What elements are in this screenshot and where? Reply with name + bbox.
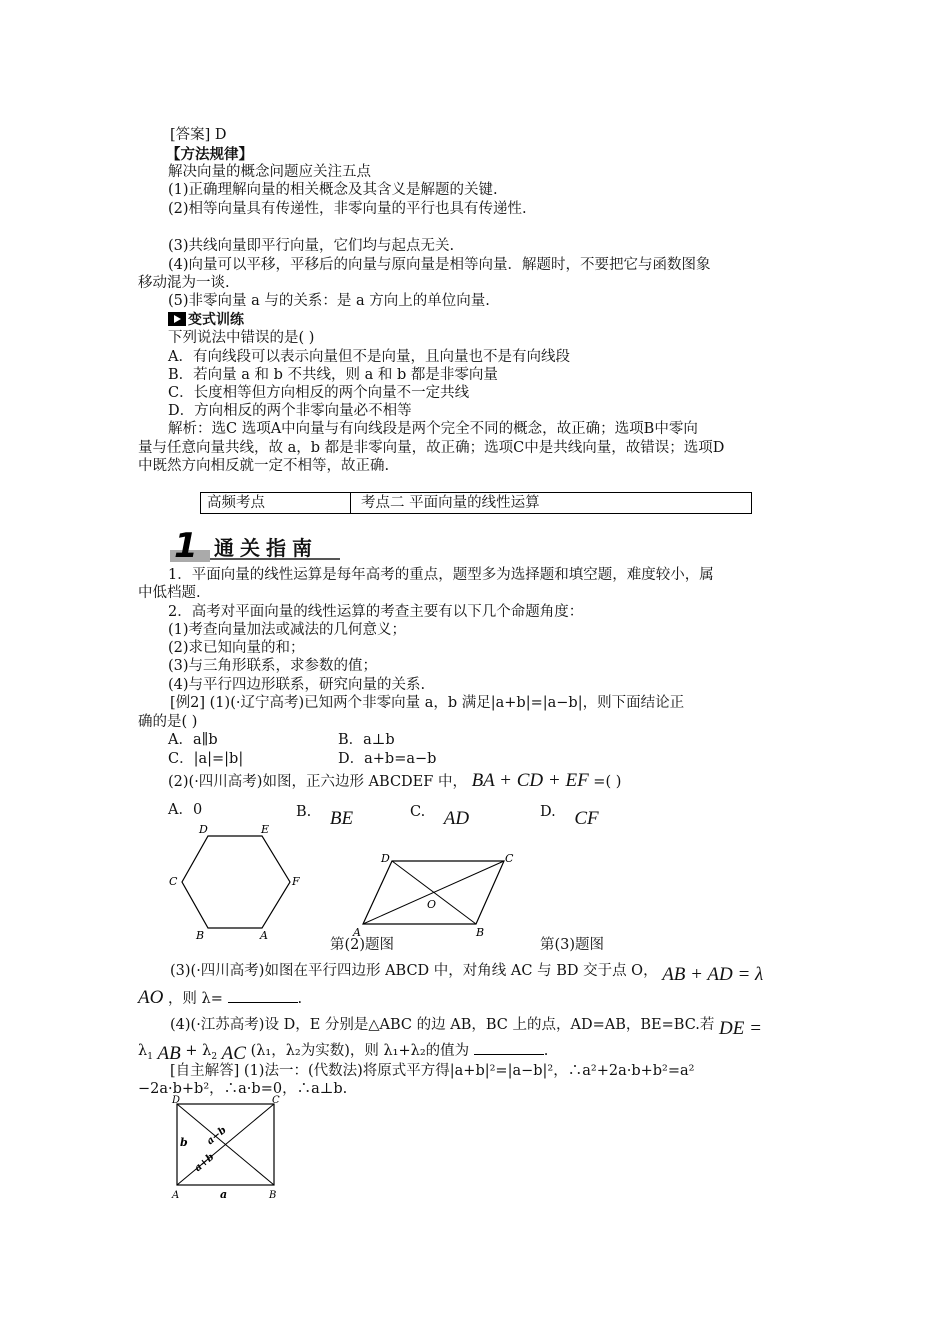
example-q4-blank	[474, 1040, 544, 1055]
example-q2-option-d	[540, 801, 599, 829]
method-point-1: (1)正确理解向量的相关概念及其含义是解题的关键.	[168, 182, 498, 198]
example-q2-option-d-label: D.	[540, 804, 556, 820]
exercise-option-c: C．长度相等但方向相反的两个向量不一定共线	[168, 385, 470, 401]
example-q2-option-d-vector: CF	[574, 808, 599, 829]
example-q4-vector-ac: AC	[221, 1043, 246, 1064]
exercise-solution-1: 解析：选C 选项A中向量与有向线段是两个完全不同的概念，故正确；选项B中零向	[168, 421, 698, 437]
method-point-5: (5)非零向量 a 与的关系：是 a 方向上的单位向量.	[168, 293, 490, 309]
example-q1-line-b: 确的是( )	[138, 714, 198, 730]
exercise-solution-3: 中既然方向相反就一定不相等，故正确.	[138, 458, 390, 474]
guide-line-2: 2．高考对平面向量的线性运算的考查主要有以下几个命题角度：	[168, 604, 584, 620]
example-q3-text: (3)(·四川高考)如图在平行四边形 ABCD 中，对角线 AC 与 BD 交于点 O，	[170, 963, 658, 979]
example-q2-option-c-label: C.	[410, 804, 426, 820]
rect-side-b: b	[180, 1136, 188, 1149]
guide-item-1: (1)考查向量加法或减法的几何意义；	[168, 622, 407, 638]
example-q4-lambda-1: λ	[138, 1043, 148, 1059]
solution-line-2: −2a·b+b²，∴a·b=0，∴a⊥b.	[138, 1081, 348, 1097]
example-q4-line-b: $\lambda_1$ AB + $\lambda_2$ AC (λ₁，λ₂为实数)，则 λ₁+λ₂的值为 .	[138, 1040, 548, 1067]
caption-figure-2: 第(2)题图	[330, 937, 395, 953]
hex-label-e: E	[261, 823, 270, 836]
example-q2-option-b-vector: BE	[329, 808, 354, 829]
para-label-o: O	[427, 898, 437, 911]
hex-label-b: B	[196, 929, 205, 942]
example-q3-line-b: AO ，则 λ= .	[138, 987, 303, 1008]
example-q2-end: =( )	[593, 774, 622, 790]
example-q4-lambda-2: + λ	[185, 1043, 212, 1059]
example-q2-option-c-vector: AD	[443, 808, 470, 829]
guide-item-3: (3)与三角形联系，求参数的值；	[168, 658, 378, 674]
rect-side-a: a	[220, 1188, 228, 1201]
hex-label-a: A	[260, 929, 268, 942]
example-q4-line-a	[170, 1014, 762, 1039]
rect-label-d: D	[172, 1095, 181, 1106]
example-q2-option-b-label: B.	[296, 804, 312, 820]
example-q2-option-c	[410, 801, 470, 829]
example-q1-option-d: D．a+b=a−b	[338, 751, 437, 767]
example-q4-text: (4)(·江苏高考)设 D，E 分别是△ABC 的边 AB，BC 上的点，AD=AB，BE=BC.若	[170, 1017, 715, 1033]
hex-label-d: D	[199, 823, 208, 836]
example-q3-line-a	[170, 960, 764, 985]
topic-right: 考点二 平面向量的线性运算	[361, 495, 540, 511]
method-title: 【方法规律】	[166, 146, 253, 163]
guide-line-1b: 中低档题.	[138, 585, 201, 601]
example-q1-option-c: C．|a|=|b|	[168, 751, 244, 767]
example-q1-line-a: [例2] (1)(·辽宁高考)已知两个非零向量 a，b 满足|a+b|=|a−b|，则下面结论正	[170, 695, 685, 711]
exercise-question: 下列说法中错误的是( )	[168, 330, 315, 346]
hex-label-f: F	[292, 875, 300, 888]
example-q2-text: (2)(·四川高考)如图，正六边形 ABCDEF 中，	[168, 774, 467, 790]
rect-label-c: C	[272, 1095, 280, 1106]
para-label-a: A	[353, 926, 361, 938]
guide-line-1a: 1．平面向量的线性运算是每年高考的重点，题型多为选择题和填空题，难度较小，属	[168, 567, 714, 583]
method-point-2: (2)相等向量具有传递性，非零向量的平行也具有传递性.	[168, 201, 527, 217]
rect-label-b: B	[269, 1190, 277, 1201]
guide-item-4: (4)与平行四边形联系，研究向量的关系.	[168, 677, 426, 693]
caption-figure-3: 第(3)题图	[540, 937, 605, 953]
rect-label-a: A	[172, 1190, 180, 1201]
example-q3-expression: AB + AD = λ	[662, 964, 764, 985]
example-q4-text-b: (λ₁，λ₂为实数)，则 λ₁+λ₂的值为	[250, 1043, 470, 1059]
hex-label-c: C	[169, 875, 178, 888]
example-q3-text-b: ，则 λ=	[167, 991, 223, 1007]
solution-line-1: [自主解答] (1)法一：(代数法)将原式平方得|a+b|²=|a−b|²，∴a²+2a·b+b²=a²	[170, 1063, 695, 1079]
example-q3-blank	[228, 988, 298, 1003]
method-intro: 解决向量的概念问题应关注五点	[168, 164, 371, 180]
parallelogram-figure	[350, 850, 530, 938]
example-q4-vector-de: DE =	[719, 1018, 762, 1039]
topic-heading	[200, 492, 752, 514]
rect-diagonal-a-minus-b: a−b	[204, 1124, 229, 1148]
exercise-solution-2: 量与任意向量共线，故 a，b 都是非零向量，故正确；选项C中是共线向量，故错误；选项D	[138, 440, 725, 456]
section-title: 通关指南	[214, 536, 318, 560]
example-q2-option-b	[296, 801, 354, 829]
exercise-option-b: B．若向量 a 和 b 不共线，则 a 和 b 都是非零向量	[168, 367, 498, 383]
exercise-option-a: A．有向线段可以表示向量但不是向量，且向量也不是有向线段	[168, 349, 570, 365]
para-label-c: C	[505, 852, 514, 865]
example-q2-expression: BA + CD + EF	[471, 770, 589, 791]
exercise-option-d: D．方向相反的两个非零向量必不相等	[168, 403, 412, 419]
guide-item-2: (2)求已知向量的和；	[168, 640, 305, 656]
answer-line: [答案] D	[170, 127, 227, 143]
rect-diagonal-a-plus-b: a+b	[192, 1151, 217, 1175]
rectangle-figure	[170, 1094, 282, 1202]
example-q2-line	[168, 771, 621, 792]
para-label-b: B	[476, 926, 485, 938]
para-label-d: D	[381, 852, 390, 865]
example-q3-vector-ao: AO	[138, 987, 164, 1008]
method-point-4b: 移动混为一谈.	[138, 275, 230, 291]
method-point-3: (3)共线向量即平行向量，它们均与起点无关.	[168, 238, 455, 254]
example-q2-option-a: A．0	[168, 802, 203, 818]
section-number: 1	[174, 526, 198, 566]
topic-left: 高频考点	[207, 495, 265, 511]
example-q1-option-a: A．a∥b	[168, 732, 218, 748]
exercise-tag-label: 变式训练	[188, 311, 244, 328]
section-banner	[170, 526, 342, 566]
exercise-tag	[168, 311, 244, 326]
example-q1-option-b: B．a⊥b	[338, 732, 395, 748]
example-q4-vector-ab: AB	[157, 1043, 181, 1064]
topic-divider	[350, 493, 351, 513]
play-icon	[168, 312, 186, 326]
hexagon-figure	[168, 822, 308, 942]
method-point-4a: (4)向量可以平移，平移后的向量与原向量是相等向量．解题时，不要把它与函数图象	[168, 257, 711, 273]
